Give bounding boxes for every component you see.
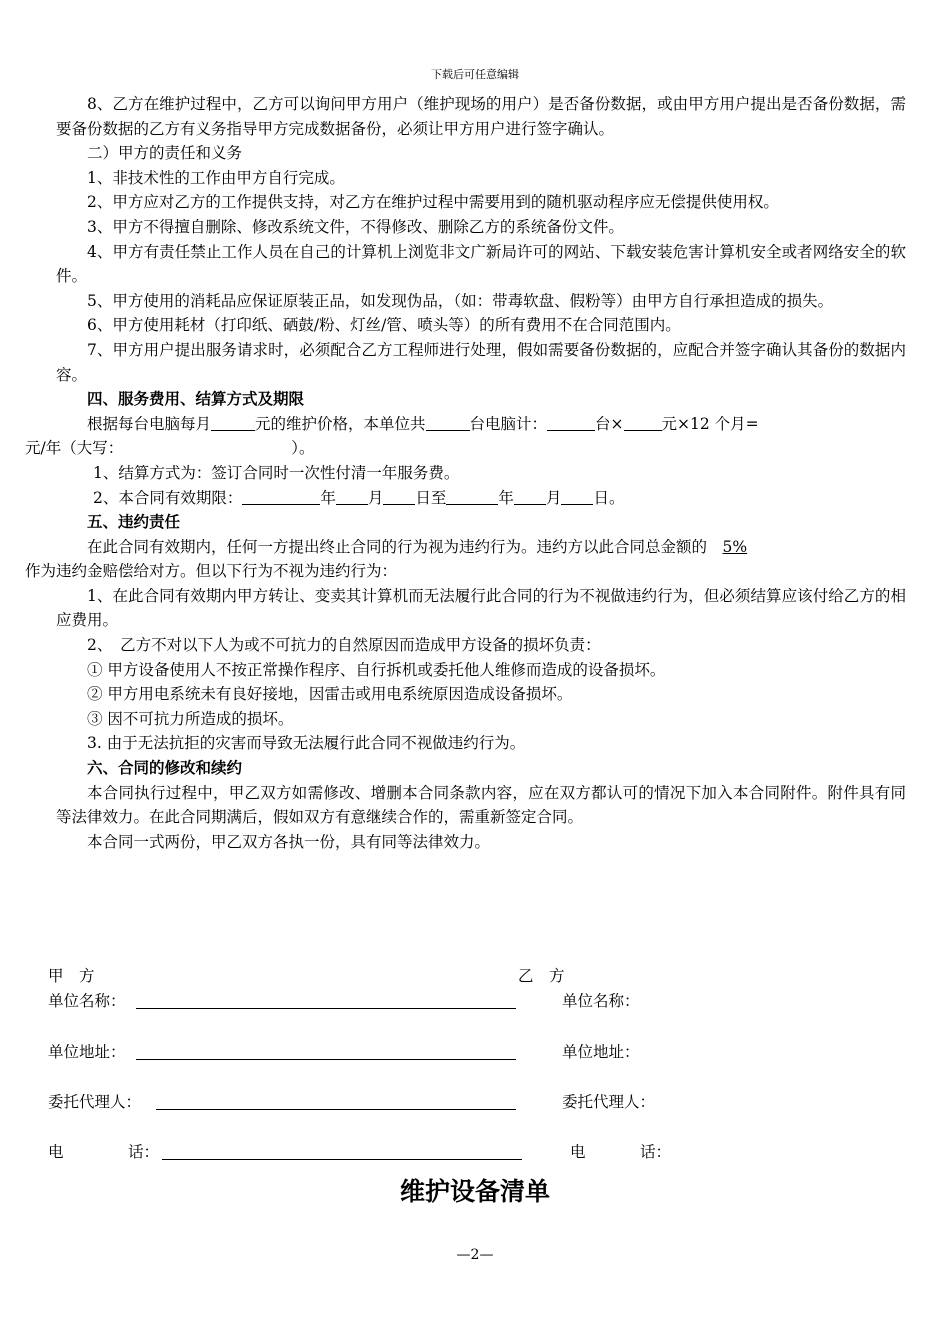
clause-2-6: 6、甲方使用耗材（打印纸、硒鼓/粉、灯丝/管、喷头等）的所有费用不在合同范围内。 [87,316,681,335]
page-header: 下载后可任意编辑 [431,68,519,81]
party-a-tel-line [162,1159,522,1160]
exception-item-3: ③ 因不可抗力所造成的损坏。 [87,709,294,728]
clause-2-1: 1、非技术性的工作由甲方自行完成。 [87,168,345,187]
clause-2-4: 4、甲方有责任禁止工作人员在自己的计算机上浏览非文广新局许可的网站、下载安装危害计算机安全或者网络安全的软件。 [56,242,906,286]
party-a-tel-label-1: 电 [48,1143,64,1161]
exception-item-2: ② 甲方用电系统未有良好接地，因雷击或用电系统原因造成设备损坏。 [87,685,573,704]
party-a-tel-label-2: 话： [128,1143,160,1161]
party-b-label: 乙 方 [518,967,565,985]
party-b-tel-label-1: 电 [570,1143,586,1161]
exception-item-1: ① 甲方设备使用人不按正常操作程序、自行拆机或委托他人维修而造成的设备损坏。 [87,660,666,679]
modification-clause: 本合同执行过程中，甲乙双方如需修改、增删本合同条款内容，应在双方都认可的情况下加入本合同附件。附件具有同等法律效力。在此合同期满后，假如双方有意继续合作的，需重新签定合同。 [56,783,906,827]
clause-2-7: 7、甲方用户提出服务请求时，必须配合乙方工程师进行处理，假如需要备份数据的，应配合并签字确认其备份的数据内容。 [56,340,906,384]
contract-body [25,92,906,854]
section-5-title: 五、违约责任 [87,512,181,532]
copies-clause: 本合同一式两份，甲乙双方各执一份，具有同等法律效力。 [87,832,491,851]
breach-exception-2: 2、 乙方不对以下人为或不可抗力的自然原因而造成甲方设备的损坏负责： [87,636,601,655]
section-6-title: 六、合同的修改和续约 [87,758,243,778]
clause-2-2: 2、甲方应对乙方的工作提供支持，对乙方在维护过程中需要用到的随机驱动程序应无偿提供使用权。 [87,193,779,212]
breach-exception-1: 1、在此合同有效期内甲方转让、变卖其计算机而无法履行此合同的行为不视做违约行为，但必须结算应该付给乙方的相应费用。 [56,586,906,630]
breach-clause: 在此合同有效期内，任何一方提出终止合同的行为视为违约行为。违约方以此合同总金额的 5% 作为违约金赔偿给对方。但以下行为不视为违约行为： [25,537,748,581]
party-b-agent-label: 委托代理人： [562,1093,656,1111]
party-b-unit-address-label: 单位地址： [562,1043,640,1061]
party-a-unit-address-label: 单位地址： [48,1043,126,1061]
payment-method: 1、结算方式为：签订合同时一次性付清一年服务费。 [93,463,460,482]
equipment-list-title: 维护设备清单 [399,1177,550,1206]
page-number: —2— [456,1247,494,1263]
party-a-label: 甲 方 [48,967,95,985]
party-a-unit-name-line [136,1008,516,1009]
clause-2-3: 3、甲方不得擅自删除、修改系统文件，不得修改、删除乙方的系统备份文件。 [87,217,624,236]
party-a-unit-address-line [136,1059,516,1060]
party-b-unit-name-label: 单位名称： [562,992,640,1010]
section-4-title: 四、服务费用、结算方式及期限 [87,389,305,409]
breach-exception-3: 3. 由于无法抗拒的灾害而导致无法履行此合同不视做违约行为。 [87,734,526,753]
fee-clause: 根据每台电脑每月 元的维护价格，本单位共 台电脑计： 台× 元×12 个月= 元/年（大写： ）。 [25,414,759,458]
party-a-agent-label: 委托代理人： [48,1093,142,1111]
party-b-tel-label-2: 话： [640,1143,672,1161]
party-a-unit-name-label: 单位名称： [48,992,126,1010]
clause-8: 8、乙方在维护过程中，乙方可以询问甲方用户（维护现场的用户）是否备份数据，或由甲方用户提出是否备份数据，需要备份数据的乙方有义务指导甲方完成数据备份，必须让甲方用户进行签字确认。 [56,95,906,138]
contract-period: 2、本合同有效期限： 年 月 日至 年 月 日。 [93,488,625,507]
clause-2-5: 5、甲方使用的消耗品应保证原装正品，如发现伪品，（如：带毒软盘、假粉等）由甲方自行承担造成的损失。 [87,291,834,310]
section-2-title: 二）甲方的责任和义务 [87,144,243,163]
party-a-agent-line [156,1109,516,1110]
